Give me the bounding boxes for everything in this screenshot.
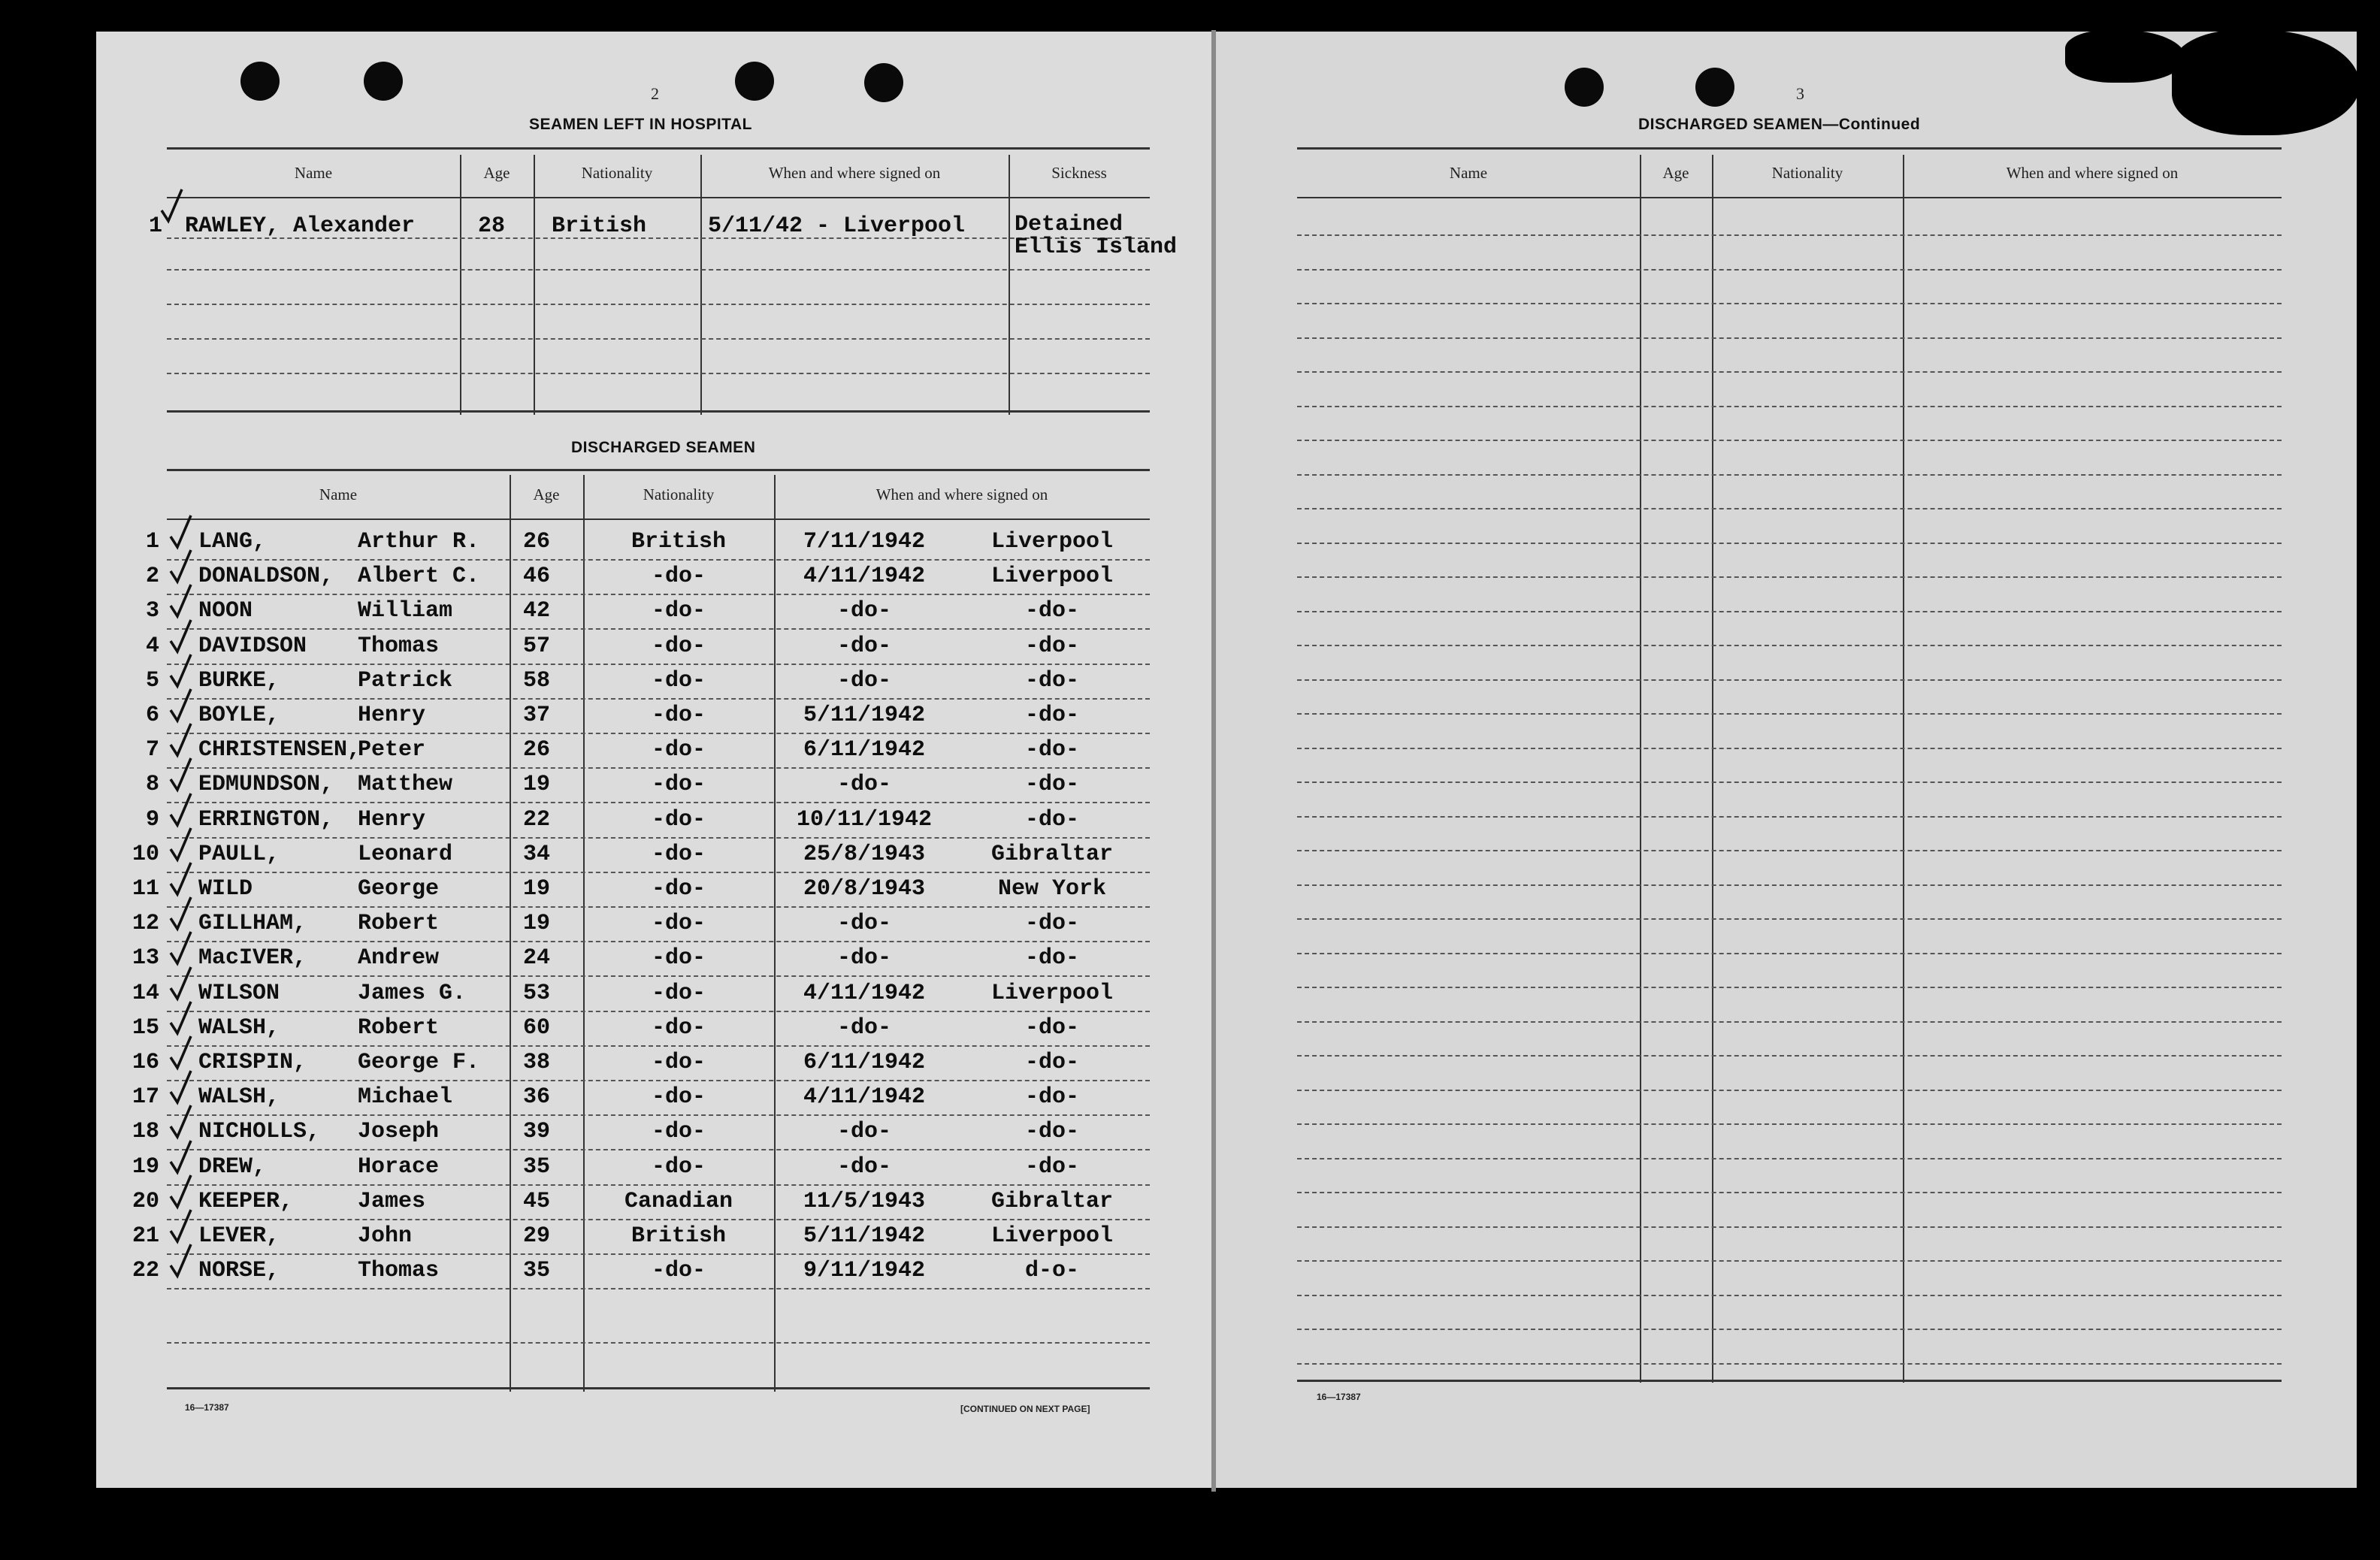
check-mark-icon	[168, 514, 194, 550]
row-rule	[167, 1011, 1150, 1012]
row-rule	[167, 1288, 1150, 1289]
seaman-surname: NORSE,	[198, 1258, 280, 1283]
signed-on-date: 4/11/1942	[803, 981, 926, 1006]
col-divider	[1640, 155, 1641, 1383]
row-rule	[1297, 371, 2282, 373]
seaman-age: 19	[523, 876, 551, 902]
rule	[1297, 197, 2282, 198]
check-mark-icon	[168, 1104, 194, 1140]
seaman-nationality: -do-	[651, 1258, 706, 1283]
binder-hole	[1565, 68, 1604, 107]
row-rule	[167, 698, 1150, 700]
seaman-given-name: James G.	[358, 981, 467, 1006]
seaman-nationality: British	[552, 213, 647, 239]
seaman-nationality: -do-	[651, 1050, 706, 1075]
row-rule	[1297, 850, 2282, 851]
seaman-given-name: Peter	[358, 737, 426, 763]
col-header-nationality: Nationality	[581, 164, 653, 182]
seaman-given-name: George	[358, 876, 440, 902]
signed-on-place: Gibraltar	[990, 1189, 1114, 1214]
signed-on-place: -do-	[1024, 1084, 1079, 1110]
row-rule	[167, 872, 1150, 873]
row-number: 17	[132, 1084, 159, 1110]
row-rule	[1297, 953, 2282, 954]
row-rule	[167, 837, 1150, 839]
col-header-name: Name	[319, 485, 358, 503]
seaman-nationality: -do-	[651, 737, 706, 763]
row-rule	[1297, 987, 2282, 988]
row-rule	[167, 1080, 1150, 1081]
seaman-nationality: -do-	[651, 981, 706, 1006]
seaman-age: 39	[523, 1119, 551, 1144]
signed-on-place: d-o-	[1024, 1258, 1079, 1283]
seaman-given-name: Henry	[358, 807, 426, 833]
row-rule	[167, 628, 1150, 630]
row-rule	[1297, 508, 2282, 509]
row-rule	[167, 304, 1150, 305]
signed-on-date: 4/11/1942	[803, 1084, 926, 1110]
col-header-age: Age	[483, 164, 510, 182]
seaman-given-name: Joseph	[358, 1119, 440, 1144]
seaman-surname: DAVIDSON	[198, 633, 307, 659]
row-rule	[1297, 1260, 2282, 1262]
torn-corner	[2172, 30, 2360, 135]
row-rule	[167, 373, 1150, 374]
row-number: 6	[145, 703, 159, 728]
seaman-given-name: Arthur R.	[358, 529, 480, 555]
seaman-given-name: Thomas	[358, 633, 440, 659]
row-number: 8	[145, 772, 159, 797]
rule	[167, 197, 1150, 198]
signed-on-date: 10/11/1942	[796, 807, 933, 833]
row-number: 20	[132, 1189, 159, 1214]
row-rule	[1297, 645, 2282, 646]
signed-on-date: 25/8/1943	[803, 842, 926, 867]
signed-on-date: -do-	[836, 1015, 891, 1041]
seaman-surname: WALSH,	[198, 1015, 280, 1041]
check-mark-icon	[168, 757, 194, 793]
rule	[167, 1387, 1150, 1389]
seaman-age: 22	[523, 807, 551, 833]
seaman-surname: NICHOLLS,	[198, 1119, 321, 1144]
row-rule	[1297, 337, 2282, 339]
check-mark-icon	[168, 792, 194, 828]
seaman-surname: ERRINGTON,	[198, 807, 334, 833]
check-mark-icon	[168, 688, 194, 724]
row-number: 11	[132, 876, 159, 902]
col-header-name: Name	[1449, 164, 1488, 182]
row-rule	[167, 338, 1150, 340]
signed-on-place: -do-	[1024, 703, 1079, 728]
seaman-surname: DONALDSON,	[198, 564, 334, 589]
row-rule	[1297, 474, 2282, 476]
check-mark-icon	[168, 861, 194, 897]
row-rule	[1297, 1329, 2282, 1330]
seaman-nationality: Canadian	[624, 1189, 733, 1214]
row-number: 7	[145, 737, 159, 763]
seaman-nationality: -do-	[651, 1154, 706, 1180]
row-rule	[167, 906, 1150, 908]
seaman-age: 29	[523, 1223, 551, 1249]
seaman-surname: CHRISTENSEN,	[198, 737, 361, 763]
signed-on-date: 4/11/1942	[803, 564, 926, 589]
form-number: 16—17387	[185, 1402, 229, 1413]
row-number: 21	[132, 1223, 159, 1249]
seaman-age: 26	[523, 529, 551, 555]
seaman-given-name: Albert C.	[358, 564, 480, 589]
check-mark-icon	[168, 1243, 194, 1279]
row-rule	[167, 1219, 1150, 1220]
col-divider	[1903, 155, 1904, 1383]
seaman-nationality: -do-	[651, 842, 706, 867]
row-number: 2	[145, 564, 159, 589]
row-rule	[167, 1149, 1150, 1150]
signed-on-place: Liverpool	[990, 981, 1114, 1006]
check-mark-icon	[168, 549, 194, 585]
row-number: 1	[145, 529, 159, 555]
seaman-age: 45	[523, 1189, 551, 1214]
row-rule	[167, 941, 1150, 942]
page-number: 3	[1796, 84, 1804, 103]
row-rule	[167, 594, 1150, 595]
row-rule	[1297, 679, 2282, 681]
binder-hole	[240, 62, 280, 101]
row-rule	[1297, 1090, 2282, 1091]
seaman-nationality: -do-	[651, 668, 706, 694]
col-header-nationality: Nationality	[1771, 164, 1843, 182]
seaman-nationality: -do-	[651, 1084, 706, 1110]
seaman-surname: CRISPIN,	[198, 1050, 307, 1075]
signed-on-place: -do-	[1024, 911, 1079, 936]
rule	[167, 518, 1150, 520]
col-header-name: Name	[294, 164, 333, 182]
row-rule	[1297, 1021, 2282, 1023]
row-number: 9	[145, 807, 159, 833]
signed-on-place: -do-	[1024, 1119, 1079, 1144]
seaman-age: 24	[523, 945, 551, 971]
seaman-age: 38	[523, 1050, 551, 1075]
check-mark-icon	[168, 1208, 194, 1244]
row-rule	[1297, 576, 2282, 578]
seaman-nationality: -do-	[651, 772, 706, 797]
seaman-given-name: Andrew	[358, 945, 440, 971]
seaman-given-name: Henry	[358, 703, 426, 728]
signed-on-place: -do-	[1024, 807, 1079, 833]
signed-on-date: 6/11/1942	[803, 737, 926, 763]
check-mark-icon	[168, 1069, 194, 1105]
row-rule	[1297, 1226, 2282, 1228]
row-rule	[1297, 1295, 2282, 1296]
rule	[1297, 1380, 2282, 1382]
seaman-age: 53	[523, 981, 551, 1006]
check-mark-icon	[168, 827, 194, 863]
seaman-age: 35	[523, 1154, 551, 1180]
seaman-given-name: Leonard	[358, 842, 453, 867]
binder-hole	[364, 62, 403, 101]
seaman-given-name: James	[358, 1189, 426, 1214]
seaman-surname: BOYLE,	[198, 703, 280, 728]
seaman-signed-on: 5/11/42 - Liverpool	[708, 213, 966, 239]
signed-on-date: -do-	[836, 1154, 891, 1180]
col-header-signed: When and where signed on	[875, 485, 1048, 503]
row-rule	[1297, 234, 2282, 236]
row-number: 3	[145, 598, 159, 624]
row-rule	[167, 767, 1150, 769]
row-rule	[167, 1114, 1150, 1116]
col-divider	[700, 155, 702, 415]
row-rule	[1297, 816, 2282, 818]
seaman-given-name: Horace	[358, 1154, 440, 1180]
row-rule	[167, 1184, 1150, 1186]
seaman-age: 26	[523, 737, 551, 763]
signed-on-place: -do-	[1024, 737, 1079, 763]
binder-hole	[864, 63, 903, 102]
row-rule	[167, 802, 1150, 803]
seaman-surname: WALSH,	[198, 1084, 280, 1110]
row-number: 16	[132, 1050, 159, 1075]
row-rule	[1297, 748, 2282, 749]
seaman-age: 36	[523, 1084, 551, 1110]
seaman-age: 28	[478, 213, 506, 239]
signed-on-place: -do-	[1024, 598, 1079, 624]
row-rule	[1297, 303, 2282, 304]
col-header-sickness: Sickness	[1051, 164, 1107, 182]
signed-on-place: -do-	[1024, 668, 1079, 694]
signed-on-place: Gibraltar	[990, 842, 1114, 867]
seaman-surname: WILD	[198, 876, 253, 902]
rule	[167, 147, 1150, 150]
col-header-age: Age	[533, 485, 560, 503]
signed-on-place: -do-	[1024, 1154, 1079, 1180]
rule	[1297, 147, 2282, 150]
signed-on-date: -do-	[836, 911, 891, 936]
row-rule	[1297, 918, 2282, 920]
row-rule	[167, 1253, 1150, 1255]
sickness-line-1: Detained	[1015, 212, 1123, 237]
row-rule	[1297, 440, 2282, 441]
signed-on-date: -do-	[836, 633, 891, 659]
row-rule	[1297, 1363, 2282, 1365]
signed-on-place: Liverpool	[990, 529, 1114, 555]
seaman-nationality: British	[631, 529, 727, 555]
signed-on-place: -do-	[1024, 772, 1079, 797]
seaman-name: RAWLEY, Alexander	[185, 213, 416, 239]
row-rule	[1297, 713, 2282, 715]
rule	[167, 410, 1150, 413]
row-number: 1	[148, 213, 162, 239]
seaman-given-name: John	[358, 1223, 413, 1249]
signed-on-date: 11/5/1943	[803, 1189, 926, 1214]
signed-on-date: -do-	[836, 1119, 891, 1144]
seaman-nationality: -do-	[651, 1015, 706, 1041]
seaman-age: 58	[523, 668, 551, 694]
row-number: 22	[132, 1258, 159, 1283]
discharged-title: DISCHARGED SEAMEN	[571, 439, 756, 456]
seaman-age: 46	[523, 564, 551, 589]
signed-on-date: -do-	[836, 945, 891, 971]
torn-corner	[2065, 30, 2185, 83]
seaman-given-name: Robert	[358, 911, 440, 936]
row-rule	[1297, 1158, 2282, 1159]
col-divider	[1009, 155, 1010, 415]
row-rule	[1297, 1055, 2282, 1057]
row-rule	[167, 1045, 1150, 1047]
seaman-nationality: -do-	[651, 703, 706, 728]
signed-on-date: -do-	[836, 598, 891, 624]
seaman-nationality: -do-	[651, 1119, 706, 1144]
seaman-given-name: Matthew	[358, 772, 453, 797]
seaman-given-name: Robert	[358, 1015, 440, 1041]
seaman-given-name: William	[358, 598, 453, 624]
seaman-surname: BURKE,	[198, 668, 280, 694]
signed-on-date: 5/11/1942	[803, 703, 926, 728]
row-number: 5	[145, 668, 159, 694]
signed-on-place: New York	[997, 876, 1107, 902]
row-rule	[167, 733, 1150, 734]
seaman-age: 42	[523, 598, 551, 624]
row-number: 13	[132, 945, 159, 971]
seaman-age: 37	[523, 703, 551, 728]
check-mark-icon	[168, 930, 194, 966]
seaman-surname: GILLHAM,	[198, 911, 307, 936]
row-number: 10	[132, 842, 159, 867]
col-divider	[534, 155, 535, 415]
signed-on-date: 7/11/1942	[803, 529, 926, 555]
seaman-nationality: -do-	[651, 911, 706, 936]
seaman-given-name: Michael	[358, 1084, 453, 1110]
row-number: 15	[132, 1015, 159, 1041]
row-rule	[1297, 406, 2282, 407]
continued-title: DISCHARGED SEAMEN—Continued	[1638, 116, 1921, 133]
col-header-signed: When and where signed on	[768, 164, 941, 182]
seaman-surname: PAULL,	[198, 842, 280, 867]
check-mark-icon	[168, 1000, 194, 1036]
signed-on-place: -do-	[1024, 633, 1079, 659]
row-rule	[167, 664, 1150, 665]
seaman-surname: NOON	[198, 598, 253, 624]
seaman-nationality: -do-	[651, 876, 706, 902]
check-mark-icon	[168, 966, 194, 1002]
seaman-age: 35	[523, 1258, 551, 1283]
row-rule	[1297, 543, 2282, 544]
signed-on-place: Liverpool	[990, 564, 1114, 589]
row-rule	[1297, 1123, 2282, 1125]
hospital-title: SEAMEN LEFT IN HOSPITAL	[529, 116, 752, 133]
check-mark-icon	[168, 1035, 194, 1071]
signed-on-date: 20/8/1943	[803, 876, 926, 902]
seaman-age: 57	[523, 633, 551, 659]
signed-on-place: -do-	[1024, 1015, 1079, 1041]
continued-note: [CONTINUED ON NEXT PAGE]	[960, 1404, 1090, 1414]
seaman-nationality: -do-	[651, 633, 706, 659]
check-mark-icon	[168, 583, 194, 619]
check-mark-icon	[168, 1174, 194, 1210]
check-mark-icon	[168, 618, 194, 655]
row-number: 18	[132, 1119, 159, 1144]
check-mark-icon	[159, 188, 185, 224]
row-number: 14	[132, 981, 159, 1006]
seaman-nationality: British	[631, 1223, 727, 1249]
row-rule	[167, 975, 1150, 977]
row-rule	[167, 1342, 1150, 1344]
seaman-age: 19	[523, 772, 551, 797]
signed-on-place: Liverpool	[990, 1223, 1114, 1249]
row-rule	[1297, 884, 2282, 886]
row-rule	[1297, 611, 2282, 612]
signed-on-date: 6/11/1942	[803, 1050, 926, 1075]
seaman-surname: EDMUNDSON,	[198, 772, 334, 797]
form-number: 16—17387	[1317, 1392, 1361, 1402]
rule	[167, 469, 1150, 471]
signed-on-place: -do-	[1024, 1050, 1079, 1075]
seaman-given-name: Thomas	[358, 1258, 440, 1283]
seaman-surname: WILSON	[198, 981, 280, 1006]
row-rule	[167, 559, 1150, 561]
col-header-signed: When and where signed on	[2006, 164, 2179, 182]
signed-on-date: -do-	[836, 772, 891, 797]
seaman-nationality: -do-	[651, 598, 706, 624]
page-number: 2	[651, 84, 659, 103]
check-mark-icon	[168, 653, 194, 689]
signed-on-date: 5/11/1942	[803, 1223, 926, 1249]
row-rule	[1297, 782, 2282, 783]
col-header-nationality: Nationality	[643, 485, 715, 503]
seaman-nationality: -do-	[651, 564, 706, 589]
check-mark-icon	[168, 722, 194, 758]
row-rule	[1297, 1192, 2282, 1193]
sickness-line-2: Ellis Island	[1015, 234, 1178, 260]
row-number: 19	[132, 1154, 159, 1180]
check-mark-icon	[168, 896, 194, 932]
right-page	[1214, 32, 2357, 1488]
signed-on-date: -do-	[836, 668, 891, 694]
page-fold	[1211, 30, 1216, 1492]
seaman-age: 60	[523, 1015, 551, 1041]
row-number: 4	[145, 633, 159, 659]
seaman-given-name: George F.	[358, 1050, 480, 1075]
row-rule	[1297, 269, 2282, 271]
seaman-surname: MacIVER,	[198, 945, 307, 971]
signed-on-place: -do-	[1024, 945, 1079, 971]
col-divider	[460, 155, 461, 415]
seaman-nationality: -do-	[651, 807, 706, 833]
col-header-age: Age	[1662, 164, 1689, 182]
seaman-surname: KEEPER,	[198, 1189, 294, 1214]
row-number: 12	[132, 911, 159, 936]
binder-hole	[735, 62, 774, 101]
row-rule	[167, 269, 1150, 271]
seaman-surname: LANG,	[198, 529, 267, 555]
seaman-surname: LEVER,	[198, 1223, 280, 1249]
col-divider	[1712, 155, 1713, 1383]
check-mark-icon	[168, 1139, 194, 1175]
seaman-age: 19	[523, 911, 551, 936]
seaman-given-name: Patrick	[358, 668, 453, 694]
binder-hole	[1695, 68, 1734, 107]
seaman-nationality: -do-	[651, 945, 706, 971]
seaman-surname: DREW,	[198, 1154, 267, 1180]
signed-on-date: 9/11/1942	[803, 1258, 926, 1283]
seaman-age: 34	[523, 842, 551, 867]
